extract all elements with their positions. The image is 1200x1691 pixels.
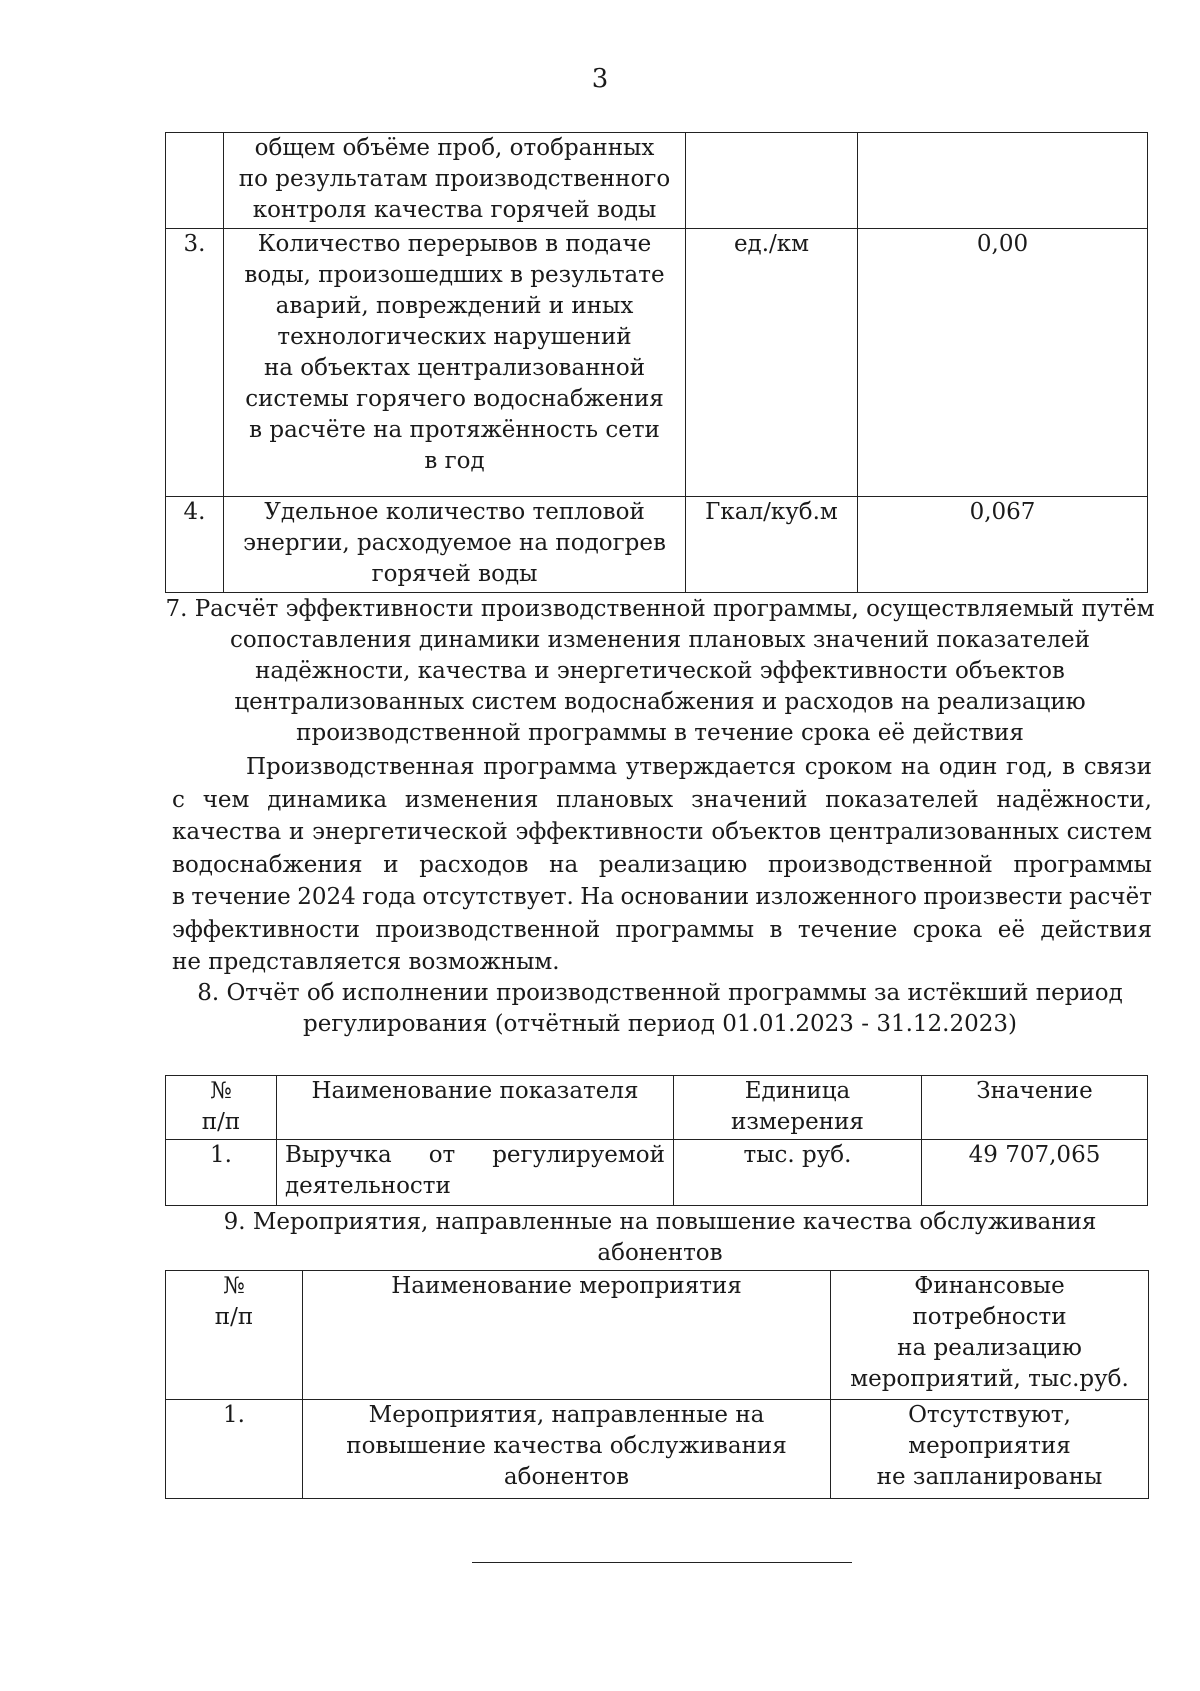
word: водоснабжения [172,851,363,878]
unit-cell: Гкал/куб.м [686,497,858,593]
table-row [166,1140,1148,1206]
word: производственной [767,851,993,878]
word: реализацию [598,851,748,878]
indicator-name-line: в год [424,448,485,474]
indicator-name-line: системы горячего водоснабжения [245,386,664,412]
indicator-name-line: на объектах централизованной [263,355,646,381]
word: с [172,786,185,813]
indicator-name-cell [277,1140,674,1206]
activity-name-line: абонентов [503,1464,630,1490]
num-header-cell [166,1271,303,1400]
indicator-name-cell [224,497,686,593]
paragraph-line [172,881,1152,914]
page-number: 3 [591,64,609,94]
heading-line: абонентов [597,1240,723,1266]
word: произвести [923,884,1063,910]
section-8-heading [160,978,1160,1040]
row-number-cell [166,133,224,229]
heading-line: 9. Мероприятия, направленные на повышение качества обслуживания [223,1209,1097,1235]
word: года [362,884,416,910]
table-header-row [166,1076,1148,1140]
word: срока [912,916,983,943]
section-7-heading [160,594,1160,749]
indicator-name-line: в расчёте на протяжённость сети [249,417,660,443]
value-cell: 49 707,065 [922,1140,1148,1206]
indicator-name-line: горячей воды [371,561,538,587]
word: один [938,754,998,780]
paragraph-line [172,946,1152,979]
table-row [166,229,1148,497]
word: на [900,754,931,780]
word: энергетической [312,819,508,845]
activity-name-line: Мероприятия, направленные на [368,1402,765,1428]
value-cell: 0,067 [858,497,1148,593]
word: плановых [556,786,674,813]
word: и [289,819,305,845]
heading-line: производственной программы в течение срока её действия [296,720,1024,746]
indicator-name-cell [224,133,686,229]
word: основании [620,884,750,910]
word: действия [1040,916,1152,943]
financial-header-line: на реализацию [897,1335,1082,1361]
heading-line: сопоставления динамики изменения плановых значений показателей [230,627,1090,653]
word: расчёт [1069,884,1152,910]
value-cell: 0,00 [858,229,1148,497]
unit-header-line: Единица [744,1078,851,1104]
word: объектов [711,819,822,845]
financial-header-line: Финансовые [914,1273,1065,1299]
activities-table [165,1270,1149,1499]
word: от [428,1142,456,1168]
unit-header-cell [674,1076,922,1140]
financial-header-cell [831,1271,1149,1400]
word: связи [1083,754,1152,780]
indicator-name-line: воды, произошедших в результате [244,262,665,288]
num-header-line: п/п [214,1304,254,1330]
value-header-cell: Значение [922,1076,1148,1140]
word: 2024 [297,884,356,910]
row-number-cell: 1. [166,1140,277,1206]
end-of-document-rule [472,1562,852,1563]
word: течение [797,916,898,943]
word: утверждается [625,754,797,780]
word: эффективности [172,916,360,943]
word: на [549,851,579,878]
word: производственной [375,916,601,943]
section-9-heading [160,1207,1160,1269]
word: сроком [804,754,893,780]
table-header-row [166,1271,1149,1400]
heading-line: регулирования (отчётный период 01.01.2023 - 31.12.2023) [303,1011,1017,1037]
word: отсутствует. [422,884,574,910]
word: расходов [419,851,529,878]
revenue-report-table [165,1075,1148,1206]
word: централизованных [829,819,1059,845]
financial-line: не запланированы [876,1464,1103,1490]
word: регулируемой [492,1142,665,1168]
paragraph-line [172,816,1152,849]
table-row [166,133,1148,229]
word: На [580,884,615,910]
word: динамика [267,786,388,813]
table-row [166,1400,1149,1499]
word: надёжности, [996,786,1152,813]
indicator-name-line: контроля качества горячей воды [252,197,657,223]
financial-header-line: потребности [912,1304,1067,1330]
section-7-paragraph [172,751,1152,979]
indicator-name-line [285,1140,665,1171]
indicator-name-line: Удельное количество тепловой [264,499,645,525]
heading-line: надёжности, качества и энергетической эффективности объектов [255,658,1065,684]
unit-header-line: измерения [731,1109,864,1135]
unit-cell: ед./км [686,229,858,497]
word: изложенного [755,884,917,910]
financial-line: мероприятия [908,1433,1071,1459]
paragraph-line [172,914,1152,947]
indicator-name-cell [224,229,686,497]
word: и [383,851,399,878]
word: изменения [404,786,539,813]
word: в [1062,754,1076,780]
indicator-name-line: Количество перерывов в подаче [257,231,652,257]
financial-cell [831,1400,1149,1499]
word: программы [1013,851,1152,878]
heading-line: 7. Расчёт эффективности производственной программы, осуществляемый путём [165,596,1155,622]
num-header-cell [166,1076,277,1140]
word: значений [691,786,808,813]
name-header-cell: Наименование показателя [277,1076,674,1140]
heading-line: централизованных систем водоснабжения и расходов на реализацию [234,689,1086,715]
word: в [172,884,185,910]
activity-name-cell [303,1400,831,1499]
num-header-line: № [223,1273,245,1299]
word: в [769,916,783,943]
word: программа [483,754,618,780]
num-header-line: п/п [201,1109,241,1135]
indicator-name-line: по результатам производственного [238,166,671,192]
indicator-name-line: энергии, расходуемое на подогрев [243,530,666,556]
paragraph-line [172,751,1152,784]
word: Производственная [246,754,475,780]
paragraph-line [172,784,1152,817]
word: систем [1066,819,1152,845]
indicator-name-line: деятельности [285,1173,451,1199]
word: течение [191,884,291,910]
row-number-cell: 1. [166,1400,303,1499]
row-number-cell: 4. [166,497,224,593]
indicator-name-line: аварий, повреждений и иных [275,293,634,319]
word: год, [1006,754,1054,780]
indicators-table [165,132,1148,593]
indicator-name-line: общем объёме проб, отобранных [254,135,655,161]
word: Выручка [285,1142,392,1168]
financial-line: Отсутствуют, [908,1402,1071,1428]
name-header-cell: Наименование мероприятия [303,1271,831,1400]
word: показателей [825,786,979,813]
word: не представляется возможным. [172,949,560,975]
table-row [166,497,1148,593]
financial-header-line: мероприятий, тыс.руб. [850,1366,1129,1392]
activity-name-line: повышение качества обслуживания [346,1433,787,1459]
paragraph-line [172,849,1152,882]
word: эффективности [515,819,704,845]
value-cell [858,133,1148,229]
row-number-cell: 3. [166,229,224,497]
word: качества [172,819,282,845]
num-header-line: № [210,1078,232,1104]
word: её [997,916,1026,943]
unit-cell [686,133,858,229]
word: чем [202,786,250,813]
word: программы [615,916,755,943]
heading-line: 8. Отчёт об исполнении производственной программы за истёкший период [197,980,1123,1006]
indicator-name-line: технологических нарушений [277,324,632,350]
unit-cell: тыс. руб. [674,1140,922,1206]
